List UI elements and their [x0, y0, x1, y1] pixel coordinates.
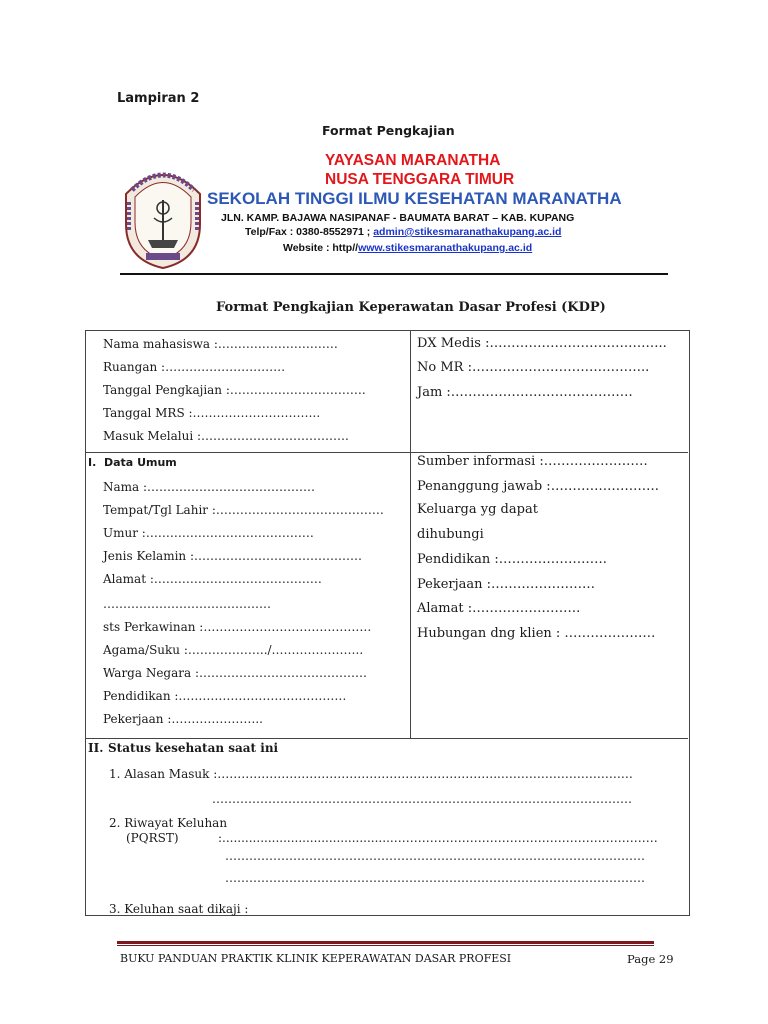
field-pendidikan[interactable]: Pendidikan :…………………………………… [103, 689, 347, 703]
footer-text: BUKU PANDUAN PRAKTIK KLINIK KEPERAWATAN DASAR PROFESI [120, 952, 512, 965]
field-riwayat-keluhan-cont2[interactable]: …………………………………………………………………………………………… [225, 871, 645, 885]
institution-contact [245, 226, 561, 238]
label-dihubungi: dihubungi [417, 527, 484, 542]
field-penanggung-jawab[interactable]: Penanggung jawab :……………………. [417, 479, 659, 494]
institution-address: JLN. KAMP. BAJAWA NASIPANAF - BAUMATA BARAT – KAB. KUPANG [221, 212, 575, 224]
website-label: Website : http// [283, 242, 359, 254]
field-riwayat-keluhan-cont1[interactable]: …………………………………………………………………………………………… [225, 849, 645, 863]
field-hubungan-klien[interactable]: Hubungan dng klien : ………………… [417, 626, 656, 641]
field-masuk-melalui[interactable]: Masuk Melalui :………………………………. [103, 429, 349, 443]
field-agama-suku[interactable]: Agama/Suku :………………../………………….. [103, 643, 364, 657]
page-number: Page 29 [627, 952, 674, 966]
field-pendidikan-keluarga[interactable]: Pendidikan :……………………. [417, 552, 607, 567]
email-link[interactable]: admin@stikesmaranathakupang.ac.id [373, 226, 562, 238]
field-alamat-keluarga[interactable]: Alamat :……………………. [417, 601, 581, 616]
field-tempat-tgl-lahir[interactable]: Tempat/Tgl Lahir :…………………………………… [103, 503, 384, 517]
section2-number: II. [88, 741, 104, 755]
format-title: Format Pengkajian [322, 123, 455, 138]
header-divider [120, 273, 668, 275]
institution-line2: NUSA TENGGARA TIMUR [325, 171, 515, 188]
field-jenis-kelamin[interactable]: Jenis Kelamin :…………………………………… [103, 549, 362, 563]
field-riwayat-keluhan[interactable]: :.............................................………………………………………………………… [218, 831, 658, 845]
label-riwayat-keluhan: 2. Riwayat Keluhan [109, 816, 228, 830]
field-pekerjaan[interactable]: Pekerjaan :………………….. [103, 712, 263, 726]
footer-rule-thick [117, 941, 654, 944]
form-title: Format Pengkajian Keperawatan Dasar Profesi (KDP) [216, 300, 606, 315]
field-sumber-informasi[interactable]: Sumber informasi :…………………… [417, 454, 648, 469]
section1-number: I. [88, 456, 97, 469]
field-no-mr[interactable]: No MR :………………………………….. [417, 360, 650, 375]
label-keluarga: Keluarga yg dapat [417, 502, 538, 517]
field-warga-negara[interactable]: Warga Negara :…………………………………… [103, 666, 368, 680]
telp-label: Telp/Fax : 0380-8552971 ; [245, 226, 374, 238]
table-divider-vertical [410, 331, 411, 738]
section2-title: Status kesehatan saat ini [108, 741, 279, 755]
field-alasan-masuk[interactable]: 1. Alasan Masuk :……………………………………………………………..…………………………… [109, 767, 633, 781]
field-nama-mahasiswa[interactable]: Nama mahasiswa :………………………… [103, 337, 338, 351]
footer-rule-thin [117, 945, 654, 946]
institution-logo [118, 160, 208, 270]
table-divider-row1 [86, 452, 688, 453]
field-nama[interactable]: Nama :…………………………………… [103, 480, 316, 494]
institution-line3: SEKOLAH TINGGI ILMU KESEHATAN MARANATHA [207, 189, 622, 208]
lampiran-label: Lampiran 2 [117, 91, 200, 106]
field-jam[interactable]: Jam :…………………………………… [417, 385, 633, 400]
section1-title: Data Umum [104, 456, 177, 469]
field-tanggal-pengkajian[interactable]: Tanggal Pengkajian :……………………………. [103, 383, 366, 397]
field-umur[interactable]: Umur :…………………………………… [103, 526, 314, 540]
field-keluhan-saat-dikaji[interactable]: 3. Keluhan saat dikaji : [109, 902, 249, 916]
field-tanggal-mrs[interactable]: Tanggal MRS :………………………….. [103, 406, 321, 420]
table-divider-row2 [86, 738, 688, 739]
seal-icon [118, 160, 208, 270]
field-pekerjaan-keluarga[interactable]: Pekerjaan :…………………… [417, 577, 596, 592]
website-link[interactable]: www.stikesmaranathakupang.ac.id [358, 242, 533, 254]
field-dx-medis[interactable]: DX Medis :………………………………….. [417, 336, 667, 351]
field-sts-perkawinan[interactable]: sts Perkawinan :…………………………………… [103, 620, 372, 634]
institution-line1: YAYASAN MARANATHA [325, 152, 501, 169]
field-alamat[interactable]: Alamat :…………………………………… [103, 572, 322, 586]
label-pqrst: (PQRST) [126, 831, 179, 845]
field-ruangan[interactable]: Ruangan :………………………… [103, 360, 286, 374]
institution-website [283, 242, 532, 254]
field-alasan-masuk-cont[interactable]: …………………………………………………………………………………………… [212, 792, 632, 806]
field-alamat-cont[interactable]: …………………………………… [103, 597, 271, 611]
